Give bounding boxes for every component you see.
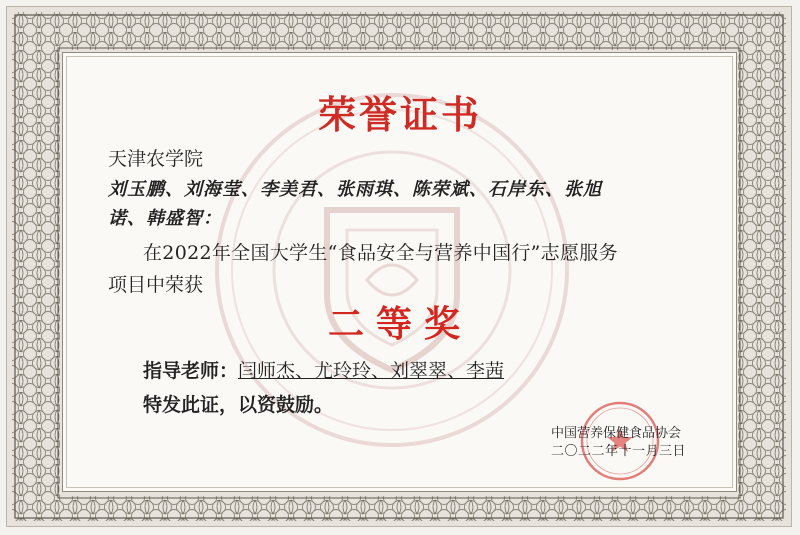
closing-statement: 特发此证，以资鼓励。 (143, 394, 334, 416)
issue-date: 二〇二二年十一月三日 (551, 444, 687, 459)
advisors-label: 指导老师： (143, 360, 239, 382)
certificate-title: 荣誉证书 (317, 92, 482, 137)
issuing-organization: 中国营养保健食品协会 (551, 426, 682, 441)
award-reason-line-1: 在2022年全国大学生“食品安全与营养中国行”志愿服务 (143, 242, 618, 264)
award-level: 二等奖 (327, 303, 472, 345)
award-reason-line-2: 项目中荣获 (108, 274, 204, 296)
advisors-names: 闫师杰、尤玲玲、刘翠翠、李茜 (238, 360, 505, 382)
recipient-names-line-2: 诺、韩盛智： (108, 208, 222, 229)
advisors-line (143, 356, 504, 383)
recipient-names-line-1: 刘玉鹏、刘海莹、李美君、张雨琪、陈荣斌、石岸东、张旭 (108, 179, 602, 200)
recipient-institution: 天津农学院 (108, 148, 204, 170)
